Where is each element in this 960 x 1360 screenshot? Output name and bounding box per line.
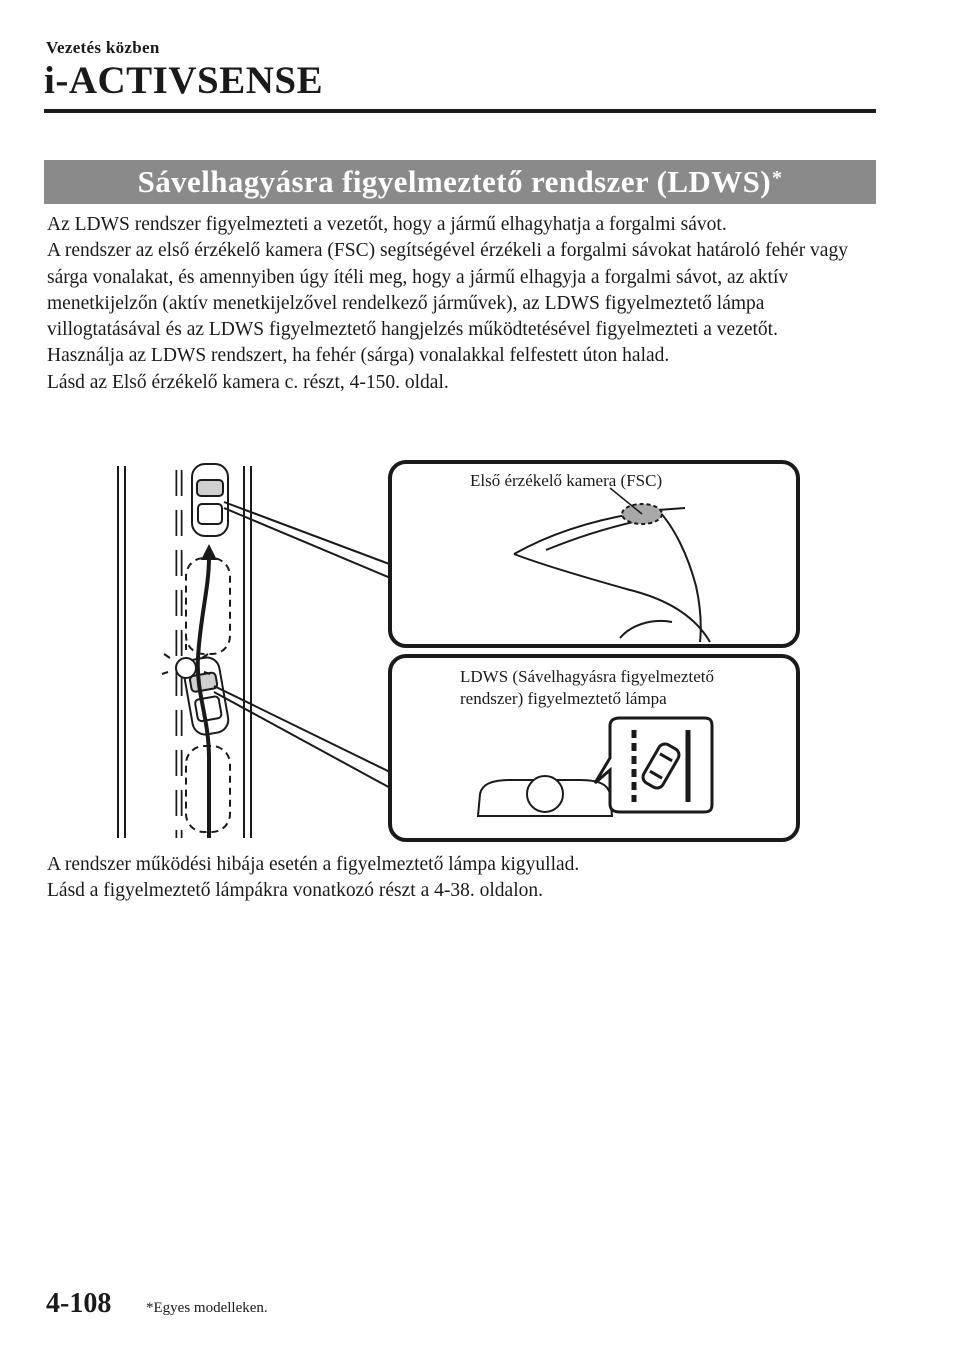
arrow-head-icon (201, 544, 217, 560)
section-title-bar (44, 160, 876, 204)
intro-paragraph-4: Lásd az Első érzékelő kamera c. részt, 4-150. oldal. (47, 371, 449, 393)
footnote: *Egyes modelleken. (146, 1300, 268, 1316)
section-label: Vezetés közben (46, 38, 160, 57)
camera-label: Első érzékelő kamera (FSC) (470, 471, 663, 490)
after-paragraph-2: Lásd a figyelmeztető lámpákra vonatkozó részt a 4-38. oldalon. (47, 880, 543, 902)
after-text (47, 852, 877, 905)
instrument-cluster-icon (478, 776, 612, 816)
car-upper (192, 464, 228, 536)
ldws-diagram (110, 458, 810, 844)
chapter-divider (44, 109, 876, 113)
lamp-label (460, 666, 714, 710)
intro-paragraph-1: Az LDWS rendszer figyelmezteti a vezetőt, hogy a jármű elhagyhatja a forgalmi sávot. (47, 214, 727, 235)
lamp-label-line-1: LDWS (Sávelhagyásra figyelmeztető (460, 667, 714, 686)
connector-lamp-1 (214, 686, 394, 774)
intro-paragraph-2: A rendszer az első érzékelő kamera (FSC) segítségével érzékeli a forgalmi sávokat határoló fehér vagy sárga vonalakat, és amennyiben úgy ítéli meg, hogy a jármű elhagyja a forgalmi sávot, az aktív menetkijelzőn (aktív menetkijelzővel rendelkező járművek), az LDWS figyelmeztető lámpa villogtatásával és az LDWS figyelmeztető hangjelzés működtetésével figyelmezteti a vezetőt. (47, 240, 848, 341)
section-title: Sávelhagyásra figyelmeztető rendszer (LDWS) (137, 164, 771, 199)
connector-lamp-2 (214, 692, 394, 790)
optional-marker: * (771, 166, 783, 189)
intro-paragraph-3: Használja az LDWS rendszert, ha fehér (sárga) vonalakkal felfestett úton halad. (47, 345, 670, 367)
ldws-illustration (110, 458, 810, 844)
chapter-title: i-ACTIVSENSE (44, 59, 324, 102)
intro-text (47, 212, 877, 396)
lamp-callout-bubble (595, 718, 712, 812)
page-number: 4-108 (46, 1288, 112, 1319)
after-paragraph-1: A rendszer működési hibája esetén a figyelmeztető lámpa kigyullad. (47, 854, 580, 875)
lamp-label-line-2: rendszer) figyelmeztető lámpa (460, 689, 667, 708)
